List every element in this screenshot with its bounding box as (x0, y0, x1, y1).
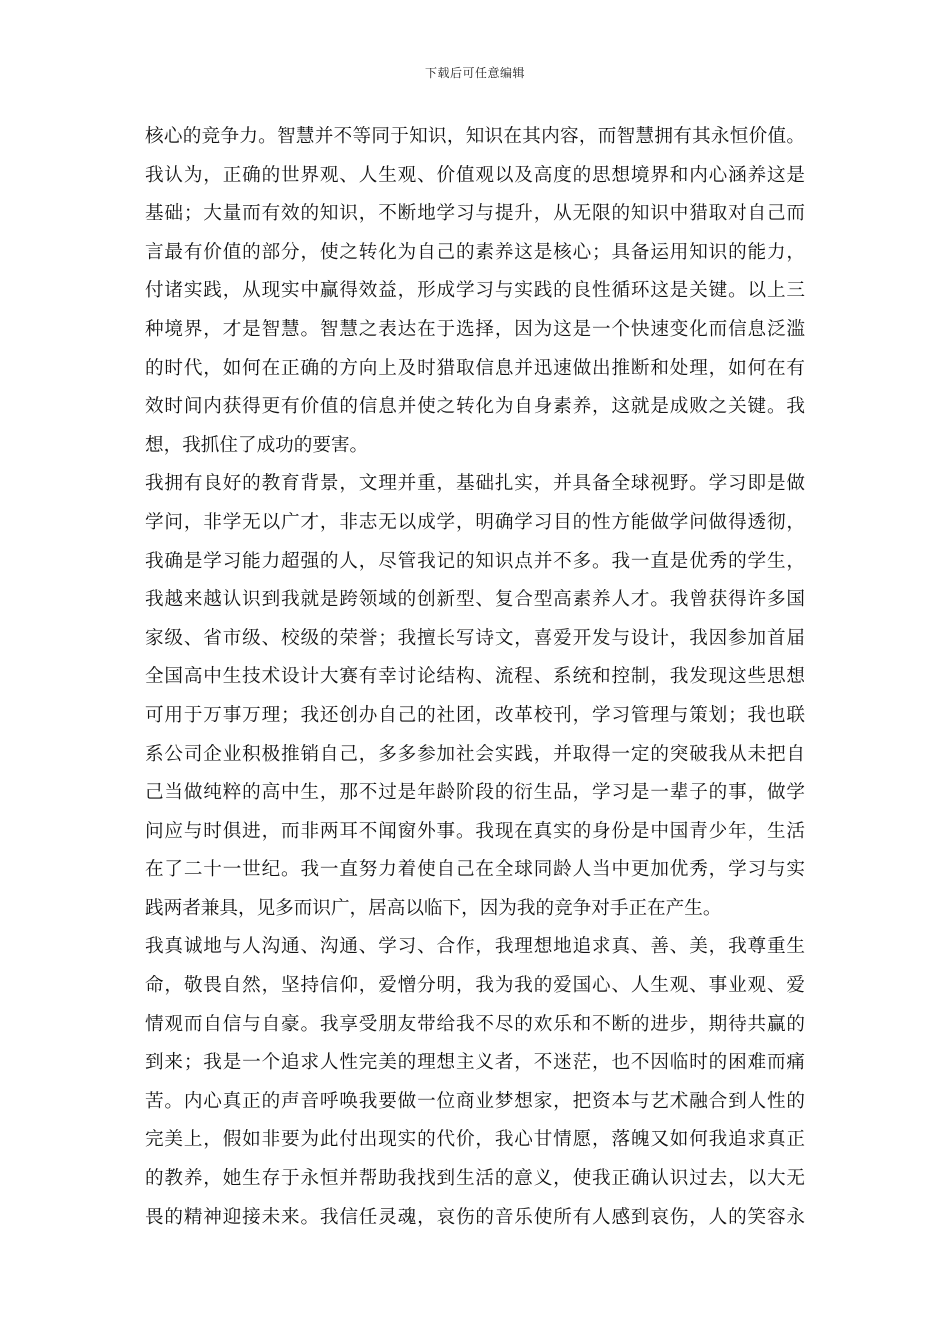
text-line: 家级、省市级、校级的荣誉；我擅长写诗文，喜爱开发与设计，我因参加首届 (145, 627, 805, 649)
text-line: 畏的精神迎接未来。我信任灵魂，哀伤的音乐使所有人感到哀伤，人的笑容永 (145, 1206, 805, 1228)
text-line: 学问，非学无以广才，非志无以成学，明确学习目的性方能做学问做得透彻， (145, 511, 805, 533)
text-line: 己当做纯粹的高中生，那不过是年龄阶段的衍生品，学习是一辈子的事，做学 (145, 782, 805, 804)
document-body (145, 118, 805, 1237)
text-line: 问应与时俱进，而非两耳不闻窗外事。我现在真实的身份是中国青少年，生活 (145, 820, 805, 842)
text-line: 系公司企业积极推销自己，多多参加社会实践，并取得一定的突破我从未把自 (145, 743, 805, 765)
text-line: 全国高中生技术设计大赛有幸讨论结构、流程、系统和控制，我发现这些思想 (145, 666, 805, 688)
text-line: 的时代，如何在正确的方向上及时猎取信息并迅速做出推断和处理，如何在有 (145, 357, 805, 379)
text-line: 效时间内获得更有价值的信息并使之转化为自身素养，这就是成败之关键。我 (145, 396, 805, 418)
text-line: 核心的竞争力。智慧并不等同于知识，知识在其内容，而智慧拥有其永恒价值。 (145, 126, 805, 147)
text-line: 我拥有良好的教育背景，文理并重，基础扎实，并具备全球视野。学习即是做 (145, 473, 805, 495)
page-header: 下载后可任意编辑 (424, 66, 525, 80)
text-line: 可用于万事万理；我还创办自己的社团，改革校刊，学习管理与策划；我也联 (145, 704, 805, 726)
text-line: 在了二十一世纪。我一直努力着使自己在全球同龄人当中更加优秀，学习与实 (145, 859, 805, 881)
text-line: 的教养，她生存于永恒并帮助我找到生活的意义，使我正确认识过去，以大无 (145, 1168, 805, 1190)
text-line: 完美上，假如非要为此付出现实的代价，我心甘情愿，落魄又如何我追求真正 (145, 1129, 805, 1151)
text-line: 言最有价值的部分，使之转化为自己的素养这是核心；具备运用知识的能力， (145, 241, 805, 263)
text-line: 我确是学习能力超强的人，尽管我记的知识点并不多。我一直是优秀的学生， (145, 550, 805, 572)
text-line: 种境界，才是智慧。智慧之表达在于选择，因为这是一个快速变化而信息泛滥 (145, 318, 805, 340)
text-line: 基础；大量而有效的知识，不断地学习与提升，从无限的知识中猎取对自己而 (145, 203, 805, 225)
text-line: 到来；我是一个追求人性完美的理想主义者，不迷茫，也不因临时的困难而痛 (145, 1052, 805, 1074)
text-line: 付诸实践，从现实中赢得效益，形成学习与实践的良性循环这是关键。以上三 (145, 280, 805, 302)
text-line: 我越来越认识到我就是跨领域的创新型、复合型高素养人才。我曾获得许多国 (145, 589, 805, 611)
text-line: 践两者兼具，见多而识广，居高以临下，因为我的竞争对手正在产生。 (145, 897, 722, 919)
text-line: 我真诚地与人沟通、沟通、学习、合作，我理想地追求真、善、美，我尊重生 (145, 936, 805, 958)
text-line: 苦。内心真正的声音呼唤我要做一位商业梦想家，把资本与艺术融合到人性的 (145, 1090, 805, 1112)
text-line: 想，我抓住了成功的要害。 (145, 434, 369, 456)
text-line: 我认为，正确的世界观、人生观、价值观以及高度的思想境界和内心涵养这是 (145, 164, 805, 186)
text-line: 命，敬畏自然，坚持信仰，爱憎分明，我为我的爱国心、人生观、事业观、爱 (145, 975, 805, 997)
text-line: 情观而自信与自豪。我享受朋友带给我不尽的欢乐和不断的进步，期待共赢的 (145, 1013, 805, 1035)
